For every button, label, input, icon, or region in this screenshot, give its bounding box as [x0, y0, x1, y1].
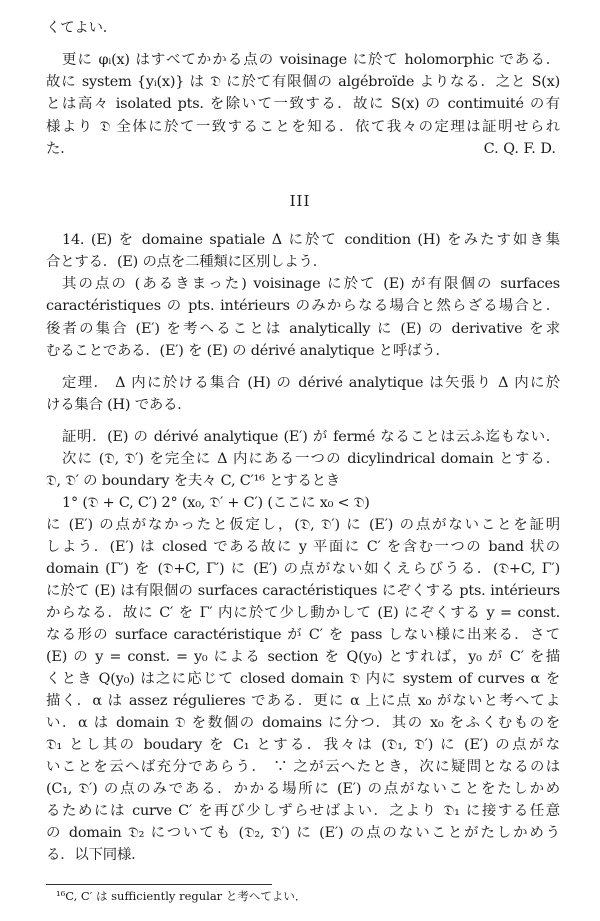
- theorem-line: ける集合 (H) である．: [46, 397, 192, 413]
- footnote: ¹⁶C, C′ は sufficiently regular と考へてよい．: [56, 889, 307, 903]
- proof-line: るためには curve C′ を再び少しずらせばよい．之より 𝔇₁ に接する任意: [46, 803, 560, 819]
- text-line: 様より 𝔇 全体に於て一致することを知る．依て我々の定理は証明せられ: [46, 119, 560, 135]
- proof-line: 描く．α は assez régulieres である．更に α 上に点 x₀ がないと考へてよ: [46, 693, 560, 709]
- proof-line: いことを云へば充分であらう． ∵ 之が云へたとき，次に疑問となるのは: [46, 759, 560, 775]
- proof-line: の domain 𝔇₂ についても (𝔇₂, 𝔇′) に (E′) の点のないことがたしかめう: [46, 825, 560, 841]
- proof-line: 次に (𝔇, 𝔇′) を完全に Δ 内にある一つの dicylindrical domain とする．: [62, 451, 560, 467]
- qed-mark: C. Q. F. D.: [483, 141, 556, 157]
- text-line: 故に system {yᵢ(x)} は 𝔇 に於て有限個の algébroïde よりなる．之と S(x): [46, 74, 560, 90]
- text-line: 合とする．(E) の点を二種類に区別しよう．: [46, 254, 327, 270]
- text-line: 更に φᵢ(x) はすべてかかる点の voisinage に於て holomorphic である．: [62, 52, 560, 68]
- footnote-rule: [46, 884, 272, 885]
- proof-line: (C₁, 𝔇′) の点のみである．かかる場所に (E′) の点がないことをたしかめ: [46, 781, 560, 797]
- text-line: た．: [46, 141, 75, 157]
- proof-line: なる形の surface caractéristique が C′ を pass しない様に出来る．さて: [46, 627, 560, 643]
- text-line: くてよい．: [46, 20, 117, 36]
- text-line: 其の点の (あるきまった) voisinage に於て (E) が有限個の surfaces: [62, 276, 560, 292]
- text-line: caractéristiques の pts. intérieurs のみからなる場合と然らざる場合と．: [46, 298, 560, 314]
- proof-line: る．以下同様．: [46, 847, 146, 863]
- text-line: 14. (E) を domaine spatiale Δ に於て condition (H) をみたす如き集: [62, 232, 560, 248]
- text-line: とは高々 isolated pts. を除いて一致する．故に S(x) の contimuité の有: [46, 96, 560, 112]
- proof-line: に於て (E) は有限個の surfaces caractéristiques にぞくする pts. intérieurs: [46, 583, 560, 599]
- section-heading: III: [289, 192, 311, 210]
- text-line: 後者の集合 (E′) を考へることは analytically に (E) の derivative を求: [46, 321, 560, 337]
- proof-line: 𝔇₁ とし其の boudary を C₁ とする．我々は (𝔇₁, 𝔇′) に (E′) の点がな: [46, 737, 560, 753]
- proof-line: domain (Γ′) を (𝔇+C, Γ′) に (E′) の点がない如くえらびうる．(𝔇+C, Γ′): [46, 561, 560, 577]
- proof-line: (E) の y = const. = y₀ による section を Q(y₀) とすれば，y₀ が C′ を描: [46, 649, 560, 665]
- proof-line: に (E′) の点がなかったと仮定し，(𝔇, 𝔇′) に (E′) の点がないことを証明: [46, 517, 560, 533]
- proof-line: 1° (𝔇 + C, C′) 2° (x₀, 𝔇′ + C′) (ここに x₀ < 𝔇): [62, 495, 370, 511]
- proof-line: 証明．(E) の dérivé analytique (E′) が fermé なることは云ふ迄もない．: [62, 429, 560, 445]
- proof-line: しよう．(E′) は closed である故に y 平面に C′ を含む一つの band 状の: [46, 539, 560, 555]
- proof-line: 𝔇, 𝔇′ の boundary を夫々 C, C′¹⁶ とするとき: [46, 473, 341, 489]
- proof-line: くとき Q(y₀) は之に応じて closed domain 𝔇 内に system of curves α を: [46, 671, 560, 687]
- proof-line: からなる．故に C′ を Γ′ 内に於て少し動かして (E) にぞくする y = const.: [46, 605, 560, 621]
- proof-line: い．α は domain 𝔇 を数個の domains に分つ．其の x₀ をふくむものを: [46, 715, 560, 731]
- text-line: むることである．(E′) を (E) の dérivé analytique と呼ばう．: [46, 343, 450, 359]
- theorem-line: 定理． Δ 内に於ける集合 (H) の dérivé analytique は矢張り Δ 内に於: [62, 375, 560, 391]
